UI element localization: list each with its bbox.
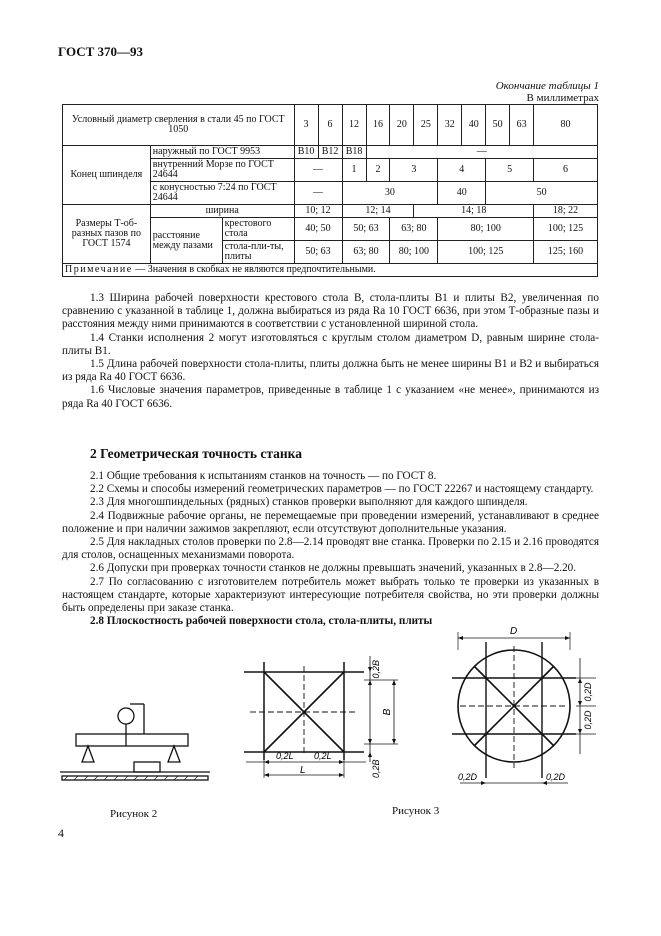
cell: 2: [366, 159, 390, 182]
header-col: 32: [438, 105, 462, 146]
table-continuation-caption: Окончание таблицы 1: [495, 80, 599, 92]
table-units: В миллиметрах: [526, 92, 599, 104]
indicator-gauge: [118, 708, 134, 724]
cell: 12; 14: [342, 205, 414, 218]
section-2-paragraphs: [62, 470, 599, 628]
header-col: 63: [510, 105, 534, 146]
section-1-paragraphs: [62, 292, 599, 411]
header-col: 40: [462, 105, 486, 146]
table-note: [63, 264, 598, 277]
row-label: ширина: [150, 205, 294, 218]
row-label: внутренний Морзе по ГОСТ 24644: [150, 159, 294, 182]
note-label: Примечание: [65, 264, 133, 275]
dim-label: 0,2L: [314, 751, 332, 761]
note-text: — Значения в скобках не являются предпочтительными.: [132, 264, 376, 275]
dim-label: 0,2B: [371, 660, 381, 679]
cell: 40: [438, 182, 486, 205]
cell: 30: [342, 182, 438, 205]
figure-2-drawing: [60, 690, 210, 782]
dim-label: 0,2L: [276, 751, 294, 761]
cell: 6: [534, 159, 598, 182]
figure-2-caption: Рисунок 2: [110, 808, 158, 820]
paragraph-2-8: 2.8 Плоскостность рабочей поверхности стола, стола-плиты, плиты: [90, 615, 433, 628]
table-header-row: [63, 105, 598, 146]
cell: 3: [390, 159, 438, 182]
cell: 50: [486, 182, 598, 205]
spindle-label: Конец шпинделя: [63, 146, 151, 205]
header-col: 12: [342, 105, 366, 146]
cell: 18; 22: [534, 205, 598, 218]
dim-label: 0,2B: [371, 759, 381, 778]
header-col: 50: [486, 105, 510, 146]
dim-label: 0,2D: [458, 772, 478, 782]
cell: 40; 50: [294, 218, 342, 241]
row-label: крестового стола: [222, 218, 294, 241]
parameters-table: [62, 104, 598, 277]
cell: 125; 160: [534, 241, 598, 264]
header-col: 3: [294, 105, 318, 146]
paragraph-2-6: 2.6 Допуски при проверках точности станков не должны превышать значений, указанных в 2.8—2.20.: [90, 562, 577, 575]
paragraph-2-1: 2.1 Общие требования к испытаниям станков на точность — по ГОСТ 8.: [90, 470, 437, 482]
header-col: 80: [534, 105, 598, 146]
distance-label: расстояние между пазами: [150, 218, 222, 264]
table-note-row: [63, 264, 598, 277]
header-col: 6: [318, 105, 342, 146]
dim-label: 0,2D: [546, 772, 566, 782]
paragraph-1-4: 1.4 Станки исполнения 2 могут изготовляться с круглым столом диаметром D, равным ширине стола-плиты B1.: [62, 331, 599, 357]
supports: [82, 746, 180, 762]
cell: 4: [438, 159, 486, 182]
paragraph-1-5: 1.5 Длина рабочей поверхности стола-плиты, плиты должна быть не менее ширины B1 и B2 и выбираться из ряда Ra 40 ГОСТ 6636.: [62, 358, 599, 384]
paragraph-2-5: 2.5 Для накладных столов проверки по 2.8—2.14 проводят вне станка. Проверки по 2.15 и 2.16 проводятся для столов, оснащенных механизмами поворота.: [62, 536, 599, 562]
straightedge: [76, 734, 188, 746]
figure-3-circle: [446, 618, 606, 796]
paragraph-2-2: 2.2 Схемы и способы измерений геометрических параметров — по ГОСТ 22267 и настоящему стандарту.: [90, 483, 594, 496]
cell: 50; 63: [342, 218, 390, 241]
dim-label: 0,2D: [583, 710, 593, 730]
paragraph-2-7: 2.7 По согласованию с изготовителем потребитель может выбрать только те проверки из указанных в настоящем стандарте, которые характеризуют интересующие потребителя свойства, но эти проверки должны быть определены при заказе станка.: [62, 575, 599, 615]
row-label: стола-пли-ты, плиты: [222, 241, 294, 264]
cell: 14; 18: [414, 205, 534, 218]
figure-3-caption: Рисунок 3: [392, 805, 440, 817]
header-col: 25: [414, 105, 438, 146]
cell: 5: [486, 159, 534, 182]
row-label: наружный по ГОСТ 9953: [150, 146, 294, 159]
section-title: 2 Геометрическая точность станка: [90, 446, 302, 461]
support-block: [134, 762, 160, 772]
header-col: 20: [390, 105, 414, 146]
cell: 80; 100: [438, 218, 534, 241]
cell: 63; 80: [342, 241, 390, 264]
paragraph-1-6: 1.6 Числовые значения параметров, приведенные в таблице 1 с указанием «не менее», принимаются из ряда Ra 40 ГОСТ 6636.: [62, 384, 599, 410]
header-col: 16: [366, 105, 390, 146]
cell: 50; 63: [294, 241, 342, 264]
cell: —: [294, 182, 342, 205]
paragraph-2-3: 2.3 Для многошпиндельных (рядных) станков проверки выполняют для каждого шпинделя.: [90, 496, 528, 509]
paragraph-1-3: 1.3 Ширина рабочей поверхности крестового стола B, стола-плиты B1 и плиты B2, увеличенная по сравнению с указанной в таблице 1, должна выбираться из ряда Ra 10 ГОСТ 6636, при этом Т-образные пазы и расстояния между ними принимаются в соответствии с установленной шириной стола.: [62, 292, 599, 331]
dim-label: B: [382, 708, 393, 716]
cell: B12: [318, 146, 342, 159]
paragraph-2-4: 2.4 Подвижные рабочие органы, не перемещаемые при проведении измерений, устанавливают в среднее положение и при наличии зажимов закрепляют, если отсутствуют дополнительные указания.: [62, 509, 599, 535]
page-number: 4: [58, 826, 64, 840]
cell: 100; 125: [438, 241, 534, 264]
cell: 80; 100: [390, 241, 438, 264]
cell: 63; 80: [390, 218, 438, 241]
dim-label: D: [510, 626, 518, 637]
cell: B18: [342, 146, 366, 159]
row-label: с конусностью 7:24 по ГОСТ 24644: [150, 182, 294, 205]
dim-label: L: [300, 765, 306, 776]
table-row: [63, 146, 598, 159]
cell: —: [294, 159, 342, 182]
cell: —: [366, 146, 597, 159]
dim-label: 0,2D: [583, 682, 593, 702]
header-label: Условный диаметр сверления в стали 45 по ГОСТ 1050: [63, 105, 295, 146]
document-header: ГОСТ 370—93: [58, 44, 144, 59]
cell: B10: [294, 146, 318, 159]
cell: 10; 12: [294, 205, 342, 218]
figure-3-rectangle: [236, 650, 412, 784]
cell: 1: [342, 159, 366, 182]
table-row: [63, 205, 598, 218]
cell: 100; 125: [534, 218, 598, 241]
slots-label: Размеры Т-об-разных пазов по ГОСТ 1574: [63, 205, 151, 264]
